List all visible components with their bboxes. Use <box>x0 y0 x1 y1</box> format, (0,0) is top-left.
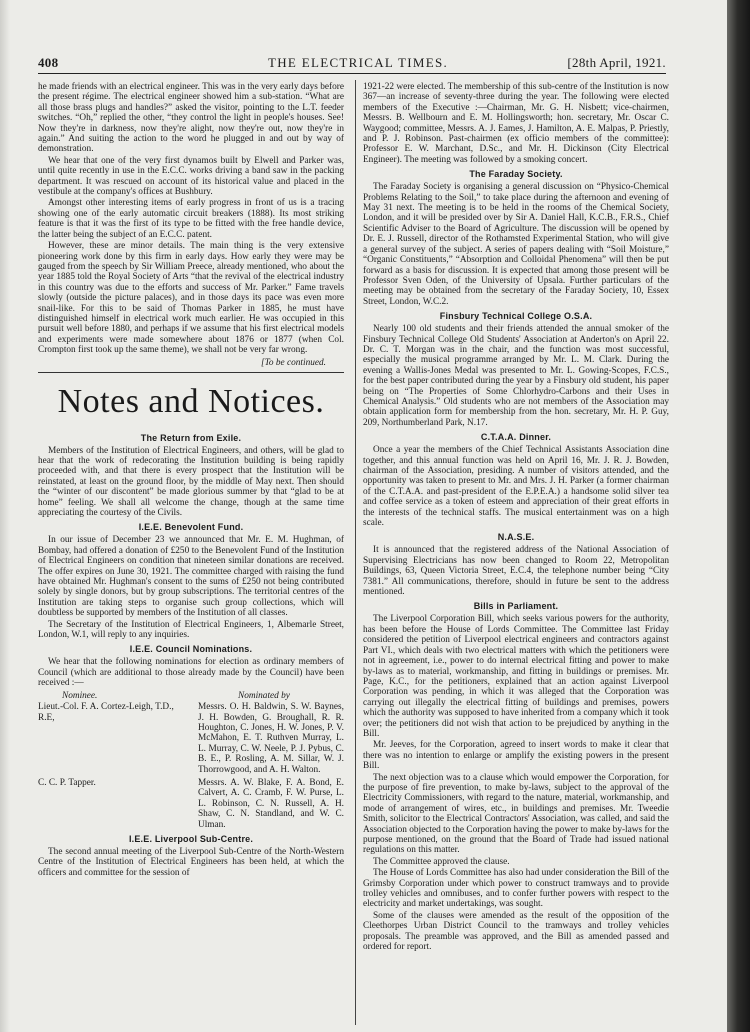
notice-paragraph: Nearly 100 old students and their friends attended the annual smoker of the Finsbury Technical College Old Students' Association at Anderton's on April 22. Dr. C. T. Morgan was in the chair, and the function was most successful, especially the musical programme arranged by Mr. L. M. Clark. During the evening a Wallis-Jones Medal was presented to Mr. L. Gowing-Scopes, F.C.S., for the best paper contributed during the year by a Finsbury old student, his paper being on “The Properties of Some Chlorhydro-Carbons and their Uses in Chemical Analysis.” Old students who are not members of the Association may obtain application form for membership from the hon. secretary, Mr. H. P. Guy, 209, Northumberland Park, N.17. <box>363 324 669 428</box>
nominations-table <box>38 691 344 830</box>
nomination-row <box>38 702 344 775</box>
article-paragraph: he made friends with an electrical engineer. This was in the very early days before the present régime. The electrical engineer showed him a sub-station. “What are all those brass plugs and handles?” asked the visitor, pointing to the L.T. feeder switches. “Oh,” replied the other, “they control the light in people's houses. See! Now they're in darkness, now they're alight, now they're out, now they're in again.” And suiting the action to the word he plugged in and out by way of demonstration. <box>38 82 344 155</box>
notice-paragraph: Some of the clauses were amended as the result of the opposition of the Cleethorpes Urban District Council to the tramways and trolley vehicles proposals. The preamble was approved, and the Bill as amended passed and ordered for report. <box>363 910 669 953</box>
article-paragraph: Amongst other interesting items of early progress in front of us is a tracing showing one of the early automatic circuit breakers (1888). Its most striking feature is that it was the first of its type to be fitted with the free handle device, the latter being the subject of an E.C.C. patent. <box>38 198 344 240</box>
nominee-name: C. C. P. Tapper. <box>38 777 96 788</box>
section-rule <box>38 372 344 373</box>
subheading-return-from-exile: The Return from Exile. <box>140 432 242 443</box>
issue-date: [28th April, 1921. <box>567 55 666 70</box>
masthead: THE ELECTRICAL TIMES. <box>268 55 449 70</box>
subheading-ctaa-dinner: C.T.A.A. Dinner. <box>480 432 552 443</box>
left-column <box>38 82 344 878</box>
notice-paragraph: It is announced that the registered address of the National Association of Supervising Electricians has now been changed to Room 22, Metropolitan Buildings, 63, Queen Victoria Street, E.C.4, the telephone number being “City 7381.” All communications, therefore, should in future be sent to the address mentioned. <box>363 545 669 598</box>
page-header <box>38 55 666 71</box>
nominations-header <box>38 691 344 701</box>
right-column <box>363 82 669 1028</box>
article-paragraph: We hear that one of the very first dynamos built by Elwell and Parker was, until quite recently in use in the E.C.C. works driving a band saw in the packing department. It was rescued on account of its historical value and placed in the vestibule at the company's offices at Bushbury. <box>38 155 344 198</box>
notice-paragraph: Mr. Jeeves, for the Corporation, agreed to insert words to make it clear that there was no intention to enlarge or amplify the existing powers in the present Bill. <box>363 740 669 772</box>
page-binding-edge <box>727 0 750 1032</box>
notice-paragraph: The Committee approved the clause. <box>373 856 510 867</box>
notice-paragraph: We hear that the following nominations for election as ordinary members of Council (which are additional to those already made by the Council) have been received :— <box>38 657 344 689</box>
article-paragraph: However, these are minor details. The main thing is the very extensive pioneering work done by this firm in early days. How early they were may be gauged from the speech by Sir William Preece, already mentioned, who about the year 1885 told the Royal Society of Arts “that the revival of the electrical industry in this country was due to the efforts and success of Mr. Parker.” Fame travels slowly (outside the picture palaces), and in those days its pace was even more snail-like. For this to be said of Thomas Parker in 1885, he must have distinguished himself in electrical work much earlier. He was occupied in this pursuit well before 1880, and perhaps if we assume that his first electrical models and experiments were made somewhere about 1876 or 1877 (when Col. Crompton first took up the same theme), we shall not be very far wrong. <box>38 241 344 356</box>
notice-paragraph: Members of the Institution of Electrical Engineers, and others, will be glad to hear that the work of redecorating the Institution building is being rapidly proceeded with, and that there is every prospect that the Institution will be reinstated, at least on the ground floor, by the middle of May next. Then should the “winter of our discontent” be made glorious summer by that “glad to be at home” feeling. We shall all welcome the change, though at the same time appreciating the courtesy of the Civils. <box>38 445 344 518</box>
notice-paragraph: Once a year the members of the Chief Technical Assistants Association dine together, and this annual function was held on April 16, Mr. J. R. J. Bowden, chairman of the Association, presiding. A number of visitors attended, and the opportunity was taken to present to Mr. and Mrs. J. H. Parker (a former chairman of the C.T.A.A. and past-president of the E.P.E.A.) a handsome solid silver tea and coffee service as a token of esteem and appreciation of their great efforts in the interests of the technical staffs. The musical entertainment was on a high scale. <box>363 445 669 529</box>
column-divider <box>355 80 356 1025</box>
subheading-liverpool-sub-centre: I.E.E. Liverpool Sub-Centre. <box>128 833 254 844</box>
subheading-faraday-society: The Faraday Society. <box>469 169 563 180</box>
notice-paragraph: The Liverpool Corporation Bill, which seeks various powers for the authority, has been before the House of Lords Committee. The Committee last Friday considered the petition of Liverpool electrical engineers and contractors against Part VI., which deals with two electrical matters with which the petitioners were not in agreement, i.e., power to do internal electrical fitting and power to make by-laws as to material, workmanship, and fitting in buildings or premises. Mr. Page, K.C., for the petitioners, explained that an action against Liverpool Corporation was pending, in which it was alleged that the Corporation was carrying out illegally the electrical fitting of buildings and premises, powers which the authority was supposed to have inherited from a company which it took over; the petitioners did not wish that action to be prejudiced by anything in the Bill. <box>363 614 669 739</box>
subheading-council-nominations: I.E.E. Council Nominations. <box>129 644 253 655</box>
subheading-finsbury-osa: Finsbury Technical College O.S.A. <box>439 311 593 322</box>
notice-paragraph: In our issue of December 23 we announced that Mr. E. M. Hughman, of Bombay, had offered a donation of £250 to the Benevolent Fund of the Institution of Electrical Engineers on condition that nineteen similar donations are received. The offer expires on June 30, 1921. The committee charged with raising the fund have obtained Mr. Hughman's consent to the sums of £250 not being contributed solely by single donors, but by group subscriptions. The territorial centres of the Institution are taking steps to organise such group collections, which will doubtless be supported by members of the Institution of all classes. <box>38 535 344 619</box>
notice-paragraph: The Secretary of the Institution of Electrical Engineers, 1, Albemarle Street, London, W.1, will reply to any inquiries. <box>38 619 344 641</box>
subheading-nase: N.A.S.E. <box>497 532 535 543</box>
nominated-by-header: Nominated by <box>238 690 290 701</box>
notice-paragraph: The next objection was to a clause which would empower the Corporation, for the purpose of fire prevention, to make by-laws, subject to the approval of the Electricity Commissioners, with regard to the nature, material, workmanship, and mode of arrangement of wires, etc., in buildings and premises. Mr. Tweedie Smith, solicitor to the Electrical Contractors' Association, was called, and said the Association objected to the Corporation having the power to make by-laws for the purpose mentioned, on the ground that the Board of Trade had issued national regulations on this matter. <box>363 772 669 856</box>
nominated-by-list: Messrs. O. H. Baldwin, S. W. Baynes, J. H. Bowden, G. Broughall, R. R. Houghton, C. Jones, H. W. Jones, P. V. McMahon, E. T. Ruthven Murray, L. L. Murray, C. W. Neele, P. J. Pybus, C. B. E., P. Rosling, A. M. Sillar, W. J. Thorrowgood, and A. H. Walton. <box>198 702 344 775</box>
nomination-row <box>38 778 344 830</box>
notice-paragraph: The House of Lords Committee has also had under consideration the Bill of the Grimsby Corporation under which power to construct tramways and to provide trolley vehicles and omnibuses, and to confer further powers with respect to the electricity and market undertakings, was sought. <box>363 868 669 910</box>
page-number: 408 <box>38 55 59 70</box>
notice-paragraph: The second annual meeting of the Liverpool Sub-Centre of the North-Western Centre of the Institution of Electrical Engineers has been held, at which the officers and committee for the session of <box>38 846 344 878</box>
nominee-header: Nominee. <box>62 690 98 701</box>
nominated-by-list: Messrs. A. W. Blake, F. A. Bond, E. Calvert, A. C. Cramb, F. W. Purse, L. L. Robinson, C. N. Russell, A. H. Shaw, C. N. Standland, and W. C. Ulman. <box>198 777 344 830</box>
continued-note: [To be continued. <box>261 357 326 368</box>
notice-paragraph: 1921-22 were elected. The membership of this sub-centre of the Institution is now 367—an increase of seventy-three during the year. The following were elected members of the Executive :—Chairman, Mr. G. H. Nisbett; vice-chairmen, Messrs. B. Wellbourn and E. M. Hollingsworth; hon. secretary, Mr. Oscar C. Waygood; committee, Messrs. A. J. Eames, J. Hamilton, A. E. Malpas, P. Priestly, and P. J. Robinson. Past-chairmen (ex officio members of the committee): Professor E. W. Marchant, D.Sc., and Mr. H. Dickinson (City Electrical Engineer). The meeting was followed by a smoking concert. <box>363 82 669 165</box>
notes-and-notices-title: Notes and Notices. <box>57 382 325 420</box>
header-rule <box>38 73 666 74</box>
subheading-bills-in-parliament: Bills in Parliament. <box>473 601 559 612</box>
page-shadow-left <box>0 0 10 1032</box>
nominee-name: Lieut.-Col. F. A. Cortez-Leigh, T.D., R.E, <box>38 702 174 723</box>
subheading-benevolent-fund: I.E.E. Benevolent Fund. <box>138 522 244 533</box>
notice-paragraph: The Faraday Society is organising a general discussion on “Physico-Chemical Problems Relating to the Soil,” to take place during the afternoon and evening of May 31 next. The meeting is to be held in the rooms of the Chemical Society, London, and it will be presided over by Sir A. Daniel Hall, K.C.B., F.R.S., Chief Scientific Adviser to the Board of Agriculture. The discussion will be opened by Dr. E. J. Russell, director of the Rothamsted Experimental Station, who will give a general survey of the subject. A series of papers dealing with “Soil Moisture,” “Organic Constituents,” “Absorption and Colloidal Phenomena” will then be put forward as a basis for discussion. It is expected that among those present will be Professor Sven Oden, of the University of Upsala. Further particulars of the meeting may be obtained from the secretary of the Faraday Society, 10, Essex Street, London, W.C.2. <box>363 182 669 307</box>
